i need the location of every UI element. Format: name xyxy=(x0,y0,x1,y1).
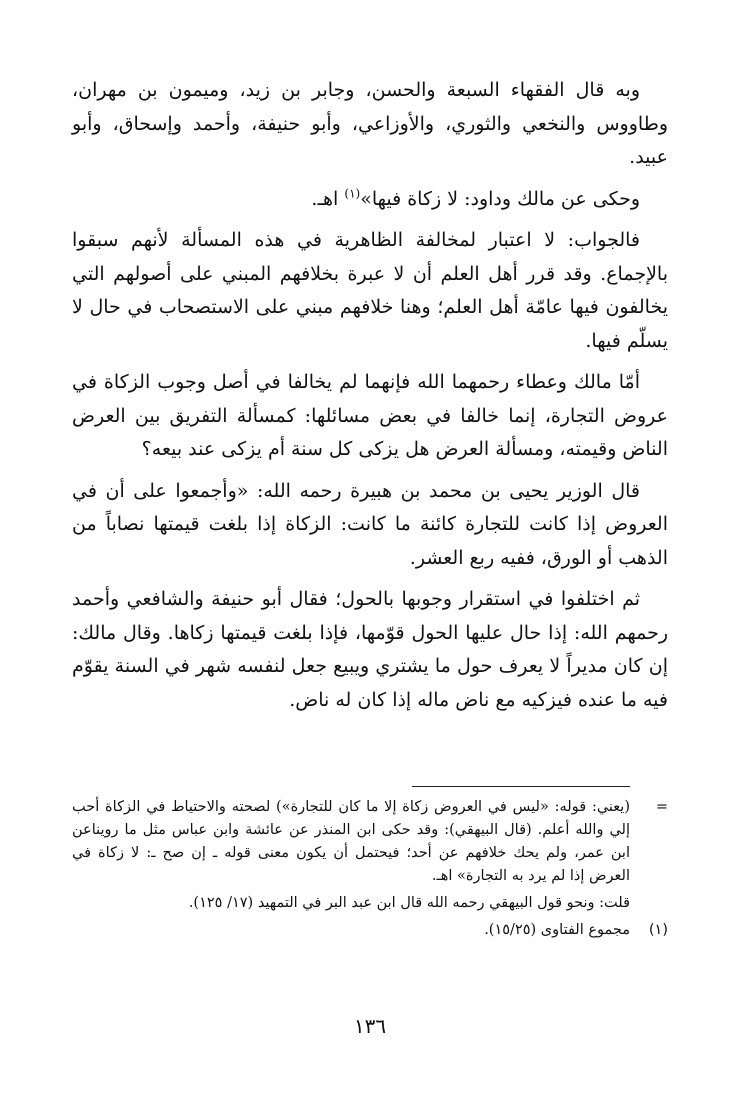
page-body xyxy=(72,74,668,717)
paragraph-2 xyxy=(72,183,668,217)
footnote-1 xyxy=(72,919,668,942)
paragraph-5: قال الوزير يحيى بن محمد بن هبيرة رحمه الله: «وأجمعوا على أن في العروض إذا كانت للتجارة كائنة ما كانت: الزكاة إذا بلغت قيمتها نصاباً من الذهب أو الورق، ففيه ربع العشر. xyxy=(72,479,668,569)
paragraph-2-text: وحكى عن مالك وداود: لا زكاة فيها» xyxy=(360,187,640,210)
footnote-continuation-mark: = xyxy=(655,799,668,815)
footnotes xyxy=(72,796,668,946)
footnote-continuation xyxy=(72,796,668,888)
paragraph-2-tail: اهـ. xyxy=(311,187,345,210)
footnote-1-text: مجموع الفتاوى (١٥/٢٥). xyxy=(484,922,630,938)
footnote-reference: (١) xyxy=(344,186,361,201)
paragraph-1: وبه قال الفقهاء السبعة والحسن، وجابر بن زيد، وميمون بن مهران، وطاووس والنخعي والثوري، والأوزاعي، وأبو حنيفة، وأحمد وإسحاق، وأبو عبيد. xyxy=(72,79,668,168)
paragraph-3: فالجواب: لا اعتبار لمخالفة الظاهرية في هذه المسألة لأنهم سبقوا بالإجماع. وقد قرر أهل العلم أن لا عبرة بخلافهم المبني على أصولهم التي يخالفون فيها عامّة أهل العلم؛ وهنا خلافهم مبني على الاستصحاب في حال لا يسلّم فيها. xyxy=(72,229,668,352)
footnote-note-text: قلت: ونحو قول البيهقي رحمه الله قال ابن عبد البر في التمهيد (١٧/ ١٢٥). xyxy=(188,895,630,911)
paragraph-4: أمّا مالك وعطاء رحمهما الله فإنهما لم يخالفا في أصل وجوب الزكاة في عروض التجارة، إنما خالفا في بعض مسائلها: كمسألة التفريق بين العرض الناض وقيمته، ومسألة العرض هل يزكى كل سنة أم يزكى عند بيعه؟ xyxy=(72,371,668,460)
footnote-note xyxy=(72,892,668,915)
footnote-divider xyxy=(412,786,630,787)
footnote-1-mark: (١) xyxy=(648,922,668,938)
paragraph-6: ثم اختلفوا في استقرار وجوبها بالحول؛ فقال أبو حنيفة والشافعي وأحمد رحمهم الله: إذا حال عليها الحول قوّمها، فإذا بلغت قيمتها زكاها. وقال مالك: إن كان مديراً لا يعرف حول ما يشتري ويبيع جعل لنفسه شهر في السنة يقوّم فيه ما عنده فيزكيه مع ناض ماله إذا كان له ناض. xyxy=(72,588,668,711)
page-number: ١٣٦ xyxy=(353,1014,387,1038)
footnote-continuation-text: (يعني: قوله: «ليس في العروض زكاة إلا ما كان للتجارة») لصحته والاحتياط في الزكاة أحب إلي والله أعلم. (قال البيهقي): وقد حكى ابن المنذر عن عائشة وابن عباس مثل ما رويناعن ابن عمر، ولم يحك خلافهم عن أحد؛ فيحتمل أن يكون معنى قوله ـ إن صح ـ: لا زكاة في العرض إذا لم يرد به التجارة» اهـ. xyxy=(72,799,630,884)
